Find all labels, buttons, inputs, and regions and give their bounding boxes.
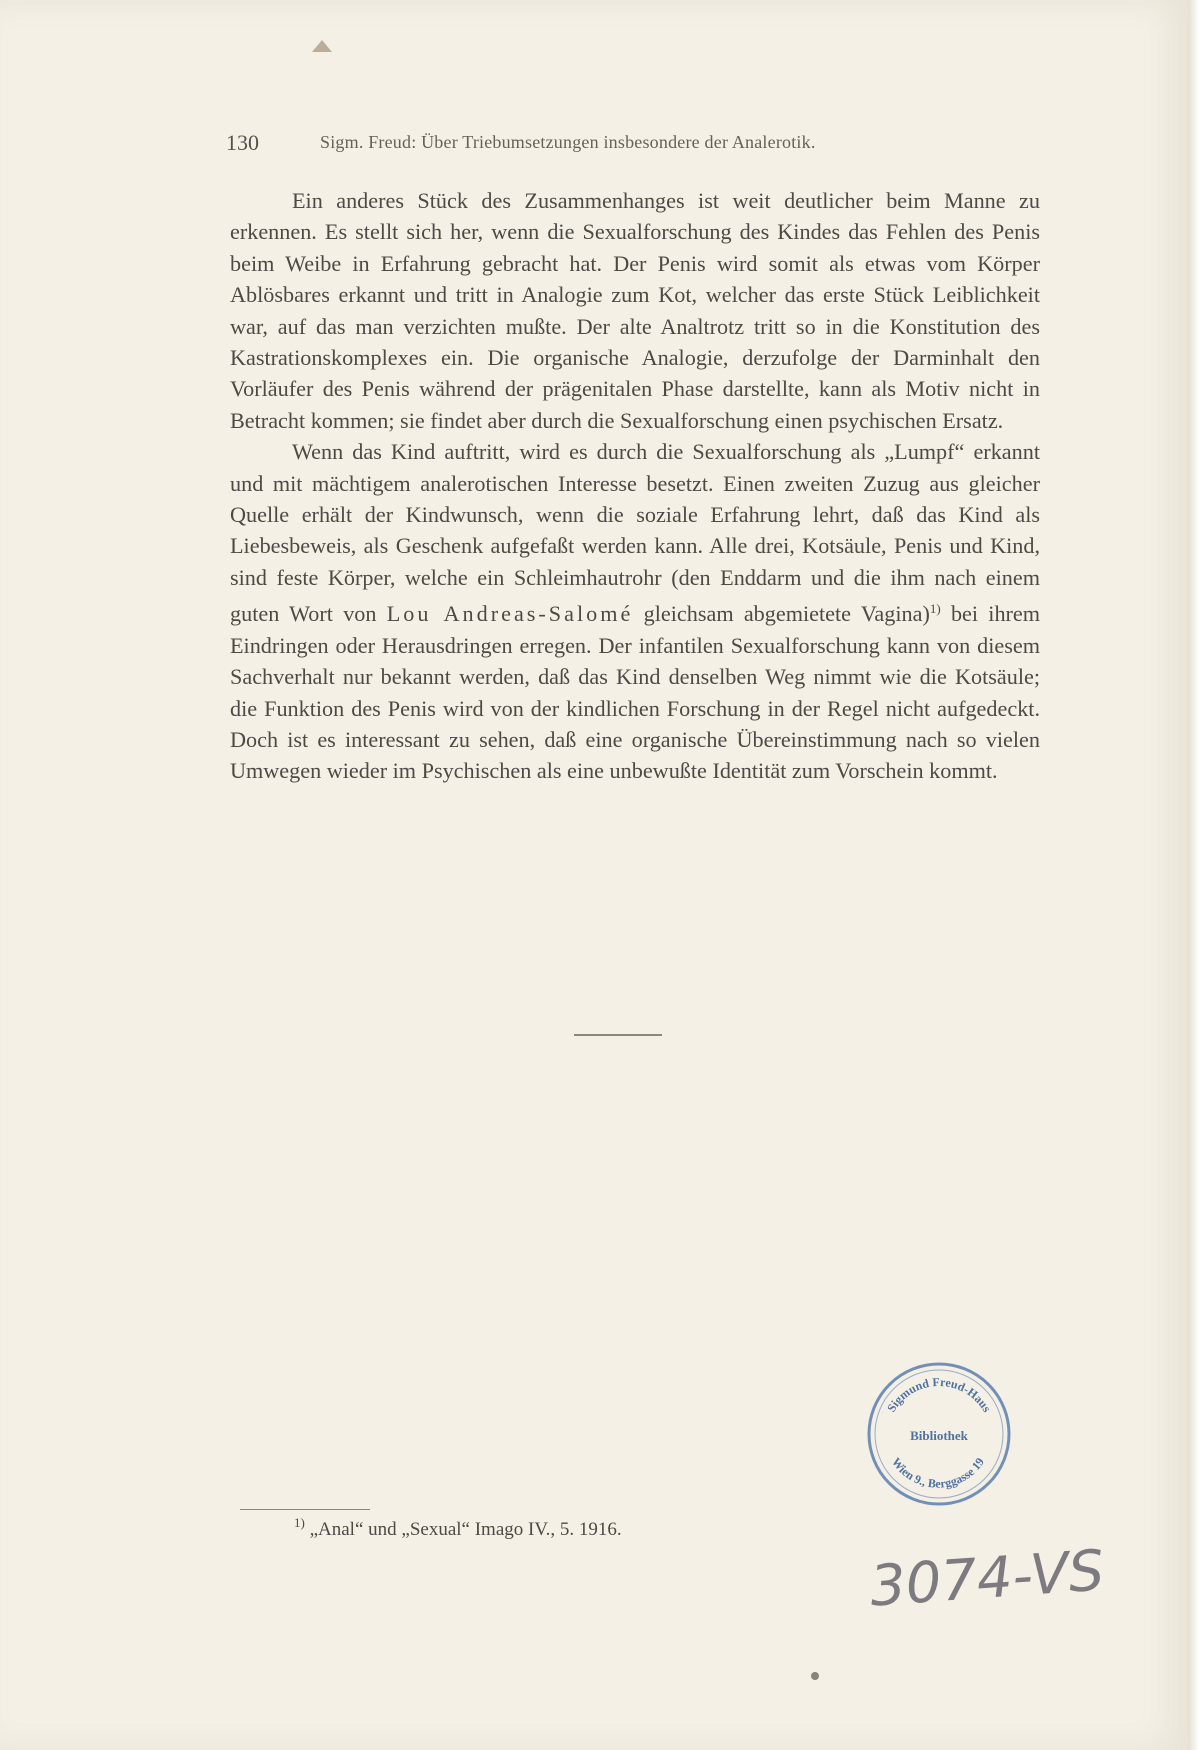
author-name: Lou Andreas-Salomé (386, 601, 634, 627)
footnote-text: „Anal“ und „Sexual“ Imago IV., 5. 1916. (309, 1519, 622, 1540)
stamp-line-1: Sigmund Freud-Haus (884, 1374, 995, 1415)
footnote-rule (240, 1509, 370, 1510)
section-rule (574, 1034, 662, 1036)
svg-text:Sigmund Freud-Haus (884, 1375, 994, 1415)
stamp-line-2: Bibliothek (910, 1428, 968, 1443)
ink-dot (811, 1672, 819, 1680)
svg-text:Wien 9., Berggasse 19 (889, 1455, 987, 1491)
paragraph-2 (230, 436, 1040, 786)
body-text (230, 185, 1040, 787)
footnote-marker: 1) (294, 1515, 305, 1530)
page-edge (1188, 0, 1199, 1750)
footnote-reference: 1) (929, 601, 941, 617)
pencil-mark (312, 40, 332, 52)
page-number: 130 (226, 130, 259, 155)
running-title: Sigm. Freud: Über Triebumsetzungen insbesondere der Analerotik. (320, 132, 816, 152)
paragraph-2-part-c: bei ihrem Eindringen oder Herausdringen erregen. Der infantilen Sexualforschung kann von diesem Sachverhalt nur bekannt werden, daß das Kind denselben Weg nimmt wie die Kotsäule; die Funktion des Penis wird von der kindlichen Forschung in der Regel nicht aufgedeckt. Doch ist es interessant zu sehen, daß eine organische Übereinstimmung nach so vielen Umwegen wieder im Psychischen als eine unbewußte Identität zum Vorschein kommt. (230, 601, 1041, 784)
handwritten-shelfmark (860, 1520, 1130, 1630)
footnote (294, 1515, 622, 1541)
paragraph-1: Ein anderes Stück des Zusammenhanges ist weit deutlicher beim Manne zu erkennen. Es stellt sich her, wenn die Sexualforschung des Kindes das Fehlen des Penis beim Weibe in Erfahrung gebracht hat. Der Penis wird somit als etwas vom Körper Ablösbares erkannt und tritt in Analogie zum Kot, welcher das erste Stück Leiblichkeit war, auf das man verzichten mußte. Der alte Analtrotz tritt so in die Konstitution des Kastrationskomplexes ein. Die organische Analogie, derzufolge der Darminhalt den Vorläufer des Penis während der prägenitalen Phase darstellte, kann als Motiv nicht in Betracht kommen; sie findet aber durch die Sexualforschung einen psychischen Ersatz. (230, 188, 1040, 433)
paragraph-2-part-b: gleichsam abgemietete Vagina) (643, 601, 930, 627)
shelfmark-text: 3074-VS (867, 1538, 1107, 1620)
paragraph-2-part-a: Wenn das Kind auftritt, wird es durch die Sexualforschung als „Lumpf“ erkannt und mit mächtigem analerotischen Interesse besetzt. Einen zweiten Zuzug aus gleicher Quelle erhält der Kindwunsch, wenn die soziale Erfahrung lehrt, daß das Kind als Liebesbeweis, als Geschenk aufgefaßt werden kann. Alle drei, Kotsäule, Penis und Kind, sind feste Körper, welche ein Schleimhautrohr (den Enddarm und die ihm nach einem guten Wort von (230, 439, 1040, 627)
stamp-line-3: Wien 9., Berggasse 19 (888, 1454, 987, 1491)
library-stamp (855, 1348, 1020, 1513)
